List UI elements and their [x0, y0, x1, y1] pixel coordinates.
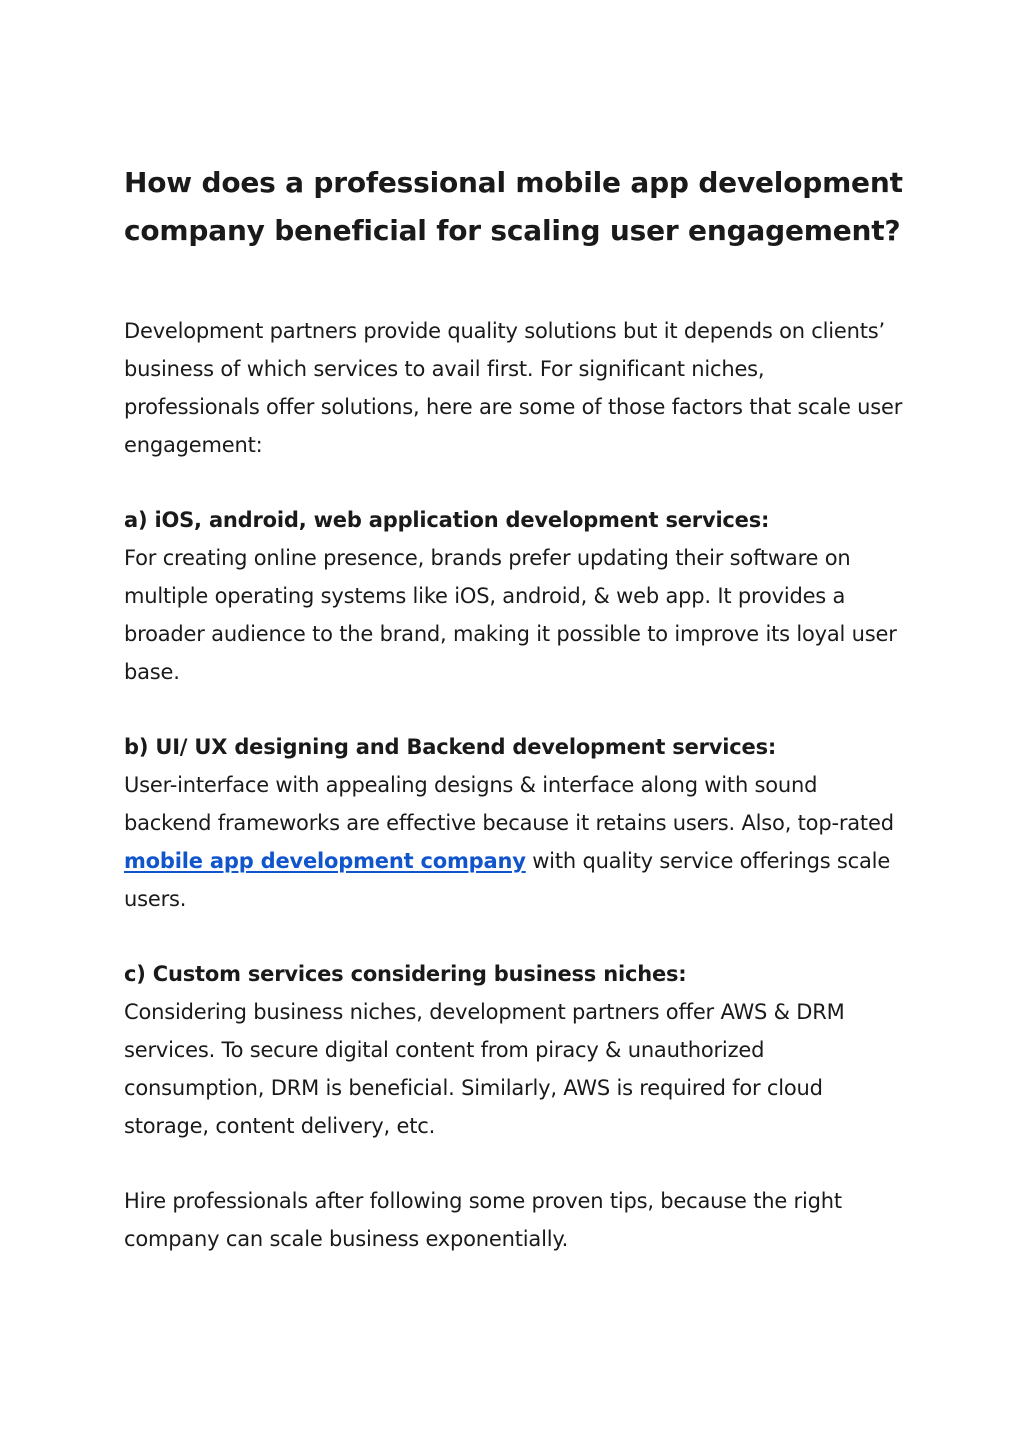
section-heading: a) iOS, android, web application development services: — [124, 508, 770, 532]
section-custom-services — [124, 955, 904, 1145]
document-title: How does a professional mobile app development company beneficial for scaling user engagement? — [124, 166, 903, 247]
section-ios-android-web — [124, 501, 904, 691]
section-ui-ux-backend — [124, 728, 904, 918]
mobile-app-development-company-link[interactable]: mobile app development company — [124, 849, 526, 873]
outro-paragraph: Hire professionals after following some proven tips, because the right company can scale business exponentially. — [124, 1189, 842, 1251]
section-body-text: with quality service offerings scale users. — [124, 849, 891, 911]
section-body — [124, 766, 904, 918]
section-body-text: User-interface with appealing designs & interface along with sound backend frameworks are effective because it retains users. Also, top-rated — [124, 773, 894, 835]
section-body: Considering business niches, development partners offer AWS & DRM services. To secure digital content from piracy & unauthorized consumption, DRM is beneficial. Similarly, AWS is required for cloud storage, content delivery, etc. — [124, 1000, 845, 1138]
intro-paragraph: Development partners provide quality solutions but it depends on clients’ business of which services to avail first. For significant niches, professionals offer solutions, here are some of those factors that scale user engagement: — [124, 319, 903, 457]
section-heading: b) UI/ UX designing and Backend development services: — [124, 735, 777, 759]
section-heading: c) Custom services considering business niches: — [124, 962, 687, 986]
section-body: For creating online presence, brands prefer updating their software on multiple operating systems like iOS, android, & web app. It provides a broader audience to the brand, making it possible to improve its loyal user base. — [124, 546, 897, 684]
